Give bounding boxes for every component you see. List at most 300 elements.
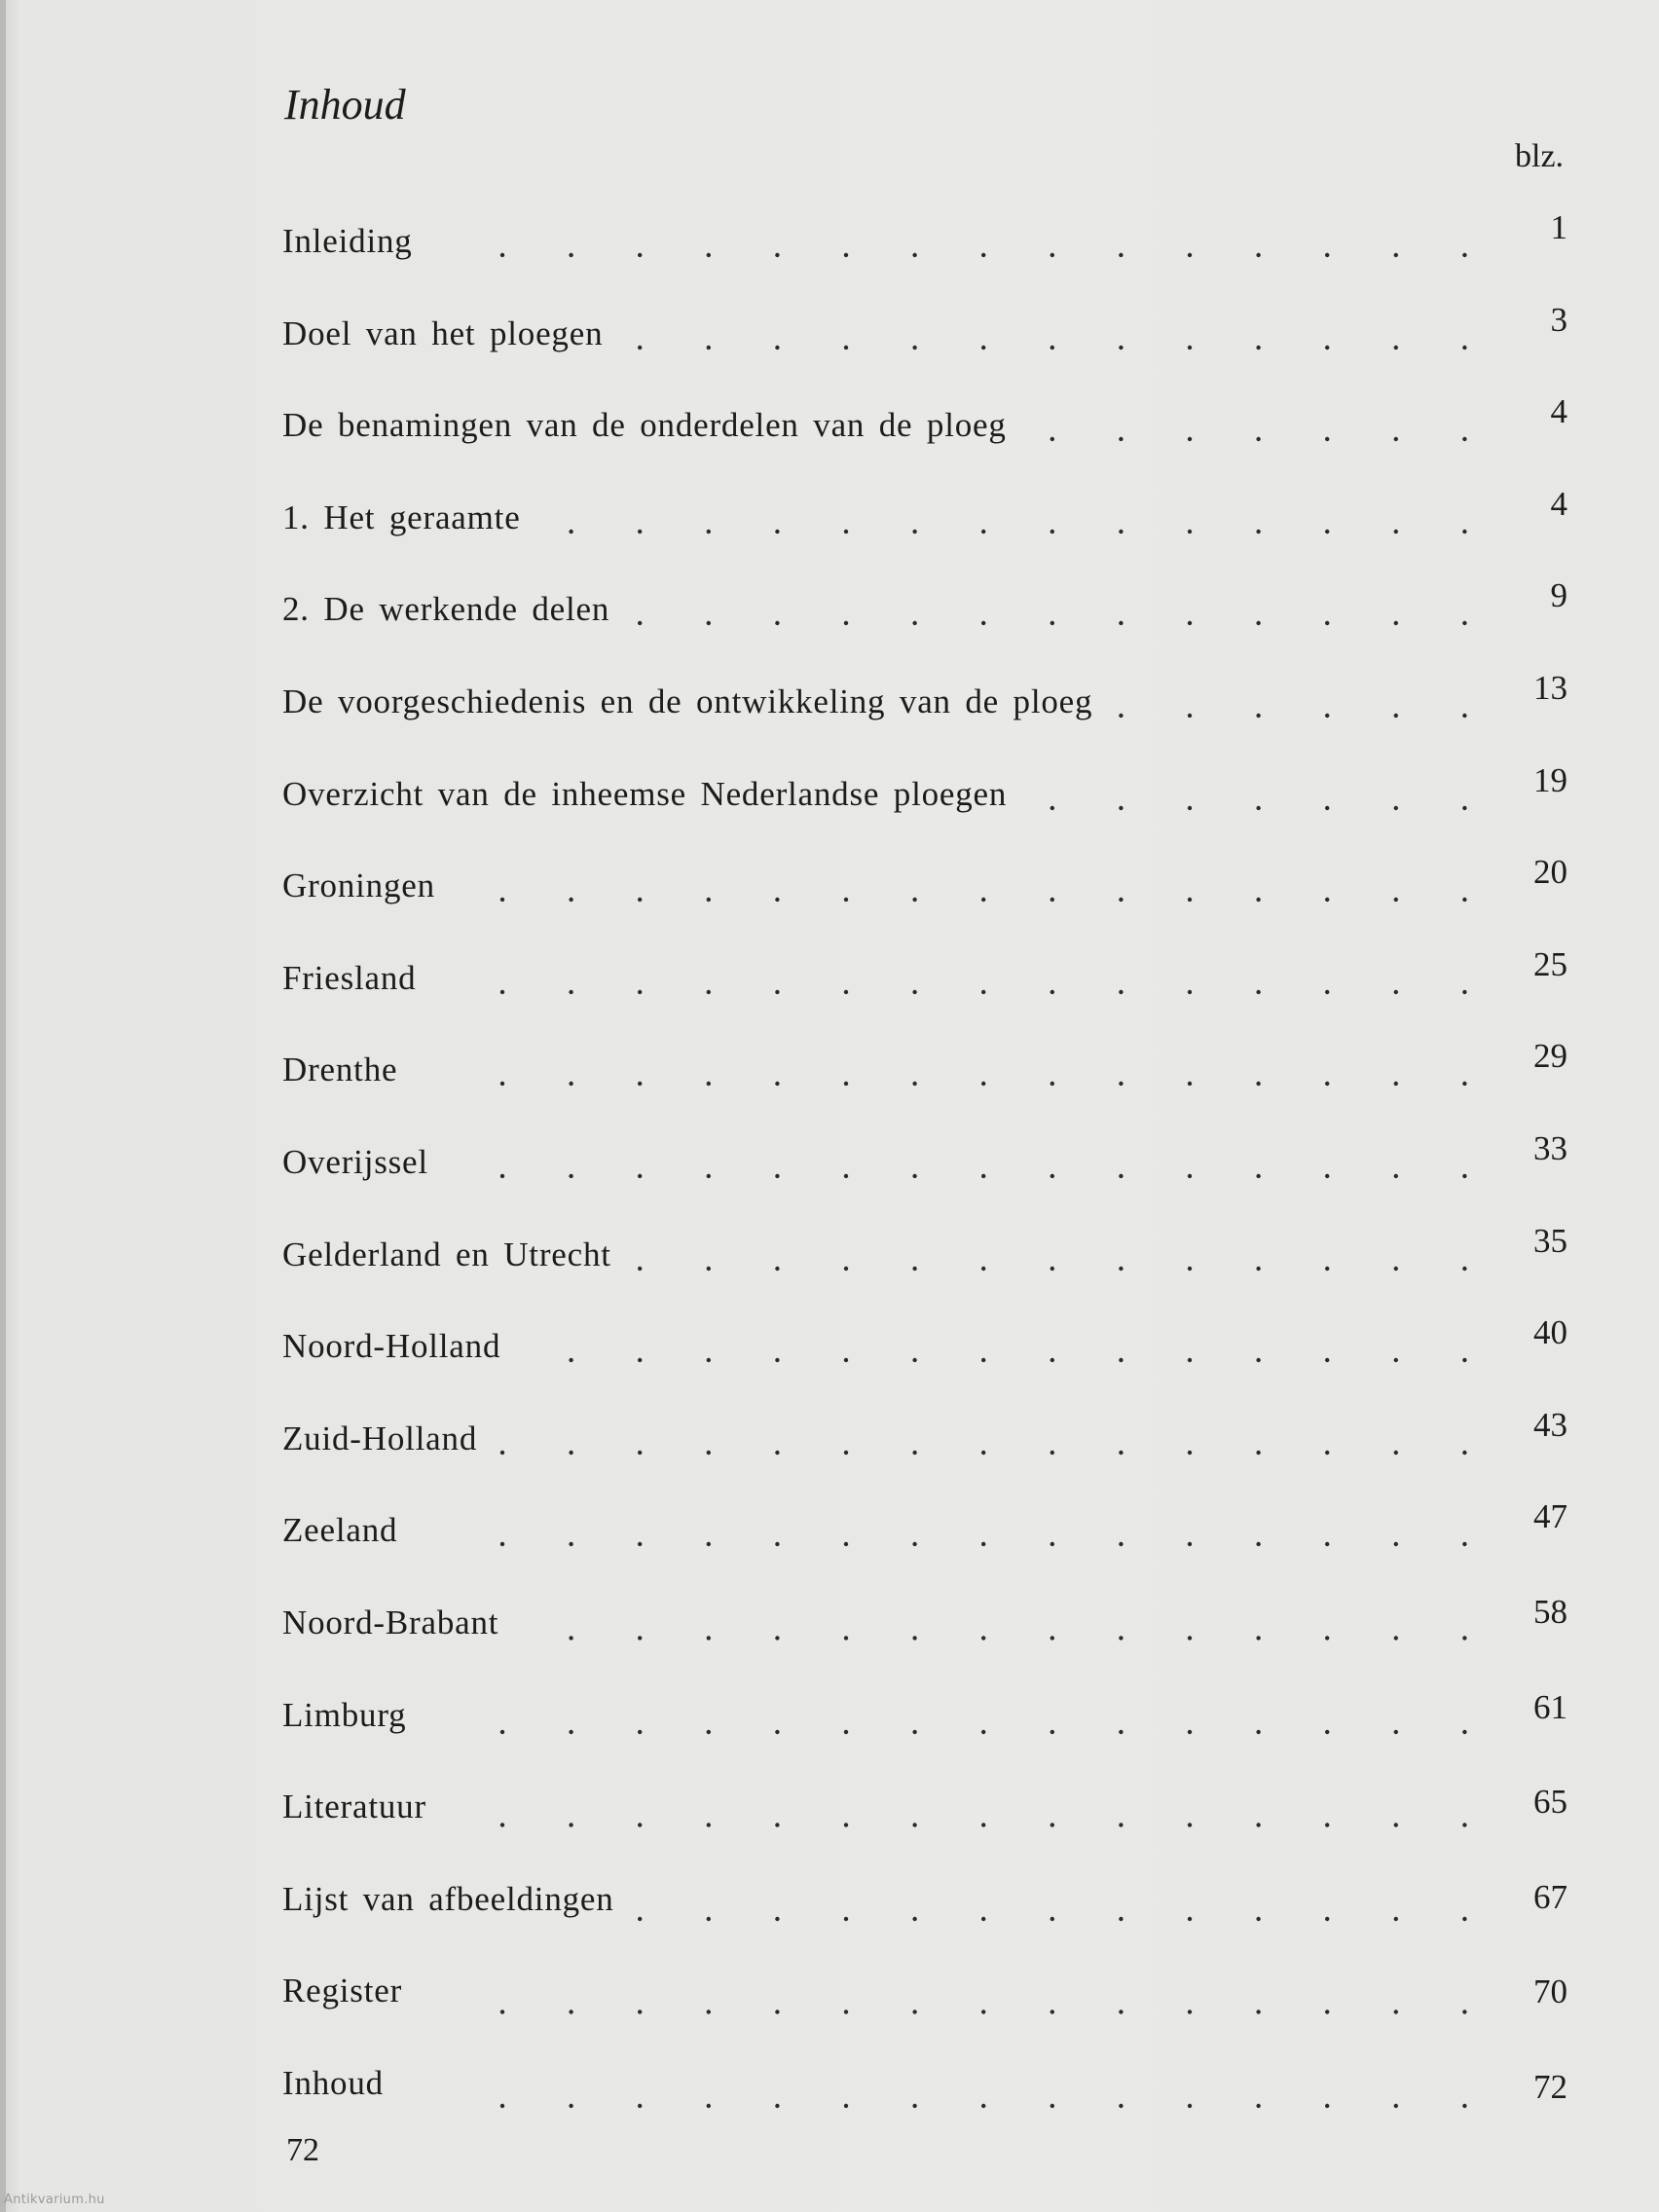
leader-dot [844, 898, 848, 902]
toc-entry [280, 760, 1567, 833]
toc-entry-title: De voorgeschiedenis en de ontwikkeling van de ploeg [282, 682, 1093, 720]
leader-dot [981, 345, 985, 349]
leader-dot [569, 1174, 572, 1178]
toc-entry-page-number: 33 [1533, 1129, 1567, 1167]
leader-dot [638, 2010, 642, 2014]
leader-dot [844, 1266, 848, 1270]
leader-dot [1256, 1266, 1260, 1270]
toc-entry-page-number: 58 [1533, 1593, 1567, 1631]
leader-dot [1051, 1729, 1054, 1733]
toc-entry [280, 1221, 1567, 1294]
leader-dot [500, 1082, 504, 1086]
leader-dot [707, 253, 711, 257]
leader-dot [1325, 345, 1329, 349]
leader-dot [1394, 621, 1398, 625]
leader-dot [775, 2010, 779, 2014]
leader-dot [1394, 805, 1398, 809]
leader-dot [1394, 1636, 1398, 1640]
page-number-folio: 72 [286, 2132, 319, 2168]
leader-dot [1394, 1823, 1398, 1826]
toc-entry [280, 1129, 1567, 1201]
toc-entry-page-number: 43 [1533, 1405, 1567, 1444]
leader-dot [638, 1451, 642, 1455]
leader-dot [707, 2104, 711, 2108]
leader-dot [707, 1729, 711, 1733]
toc-entry [280, 1593, 1567, 1662]
leader-dot [775, 253, 779, 257]
dot-leader [280, 1696, 1567, 1754]
leader-dot [981, 1358, 985, 1362]
toc-entry-title: Groningen [282, 866, 435, 905]
leader-dot [707, 1636, 711, 1640]
leader-dot [981, 2104, 985, 2108]
leader-dot [1256, 714, 1260, 718]
leader-dot [775, 1729, 779, 1733]
leader-dot [1325, 714, 1329, 718]
leader-dot [981, 1823, 985, 1826]
leader-dot [1256, 898, 1260, 902]
leader-dot [500, 898, 504, 902]
leader-dot [1051, 2104, 1054, 2108]
leader-dot [1119, 621, 1123, 625]
toc-entry [280, 944, 1567, 1017]
leader-dot [1462, 621, 1466, 625]
toc-entry-title: Lijst van afbeeldingen [282, 1879, 614, 1918]
toc-entry-title: 1. Het geraamte [282, 498, 521, 536]
leader-dot [1188, 530, 1192, 534]
leader-dot [1394, 1358, 1398, 1362]
leader-dot [844, 1174, 848, 1178]
dot-leader [280, 498, 1567, 557]
leader-dot [912, 2010, 916, 2014]
leader-dot [1051, 253, 1054, 257]
leader-dot [707, 990, 711, 994]
toc-entry-page-number: 3 [1550, 300, 1567, 339]
dot-leader [280, 1327, 1567, 1385]
leader-dot [707, 898, 711, 902]
leader-dot [1256, 1451, 1260, 1455]
toc-entry-page-number: 4 [1550, 392, 1567, 431]
dot-leader [280, 222, 1567, 280]
leader-dot [569, 1451, 572, 1455]
dot-leader [280, 866, 1567, 925]
leader-dot [912, 1729, 916, 1733]
leader-dot [1462, 2010, 1466, 2014]
toc-entry [280, 392, 1567, 464]
toc-entry [280, 2064, 1567, 2122]
leader-dot [1462, 345, 1466, 349]
toc-entry-title: Zuid-Holland [282, 1419, 478, 1457]
leader-dot [1188, 621, 1192, 625]
leader-dot [775, 2104, 779, 2108]
leader-dot [707, 1451, 711, 1455]
leader-dot [981, 621, 985, 625]
leader-dot [1394, 345, 1398, 349]
leader-dot [638, 1266, 642, 1270]
leader-dot [1119, 437, 1123, 441]
leader-dot [707, 1823, 711, 1826]
leader-dot [500, 990, 504, 994]
leader-dot [1462, 1917, 1466, 1921]
leader-dot [912, 2104, 916, 2108]
leader-dot [569, 898, 572, 902]
leader-dot [912, 345, 916, 349]
leader-dot [981, 898, 985, 902]
leader-dot [912, 1451, 916, 1455]
leader-dot [1325, 805, 1329, 809]
leader-dot [1188, 1917, 1192, 1921]
leader-dot [844, 990, 848, 994]
dot-leader [280, 1235, 1567, 1294]
toc-entry [280, 853, 1567, 925]
leader-dot [1325, 1174, 1329, 1178]
leader-dot [1119, 2010, 1123, 2014]
leader-dot [1462, 1174, 1466, 1178]
leader-dot [981, 990, 985, 994]
leader-dot [1256, 1823, 1260, 1826]
leader-dot [638, 2104, 642, 2108]
leader-dot [1119, 530, 1123, 534]
leader-dot [1051, 2010, 1054, 2014]
leader-dot [638, 530, 642, 534]
leader-dot [775, 1542, 779, 1546]
leader-dot [1325, 621, 1329, 625]
leader-dot [1325, 1542, 1329, 1546]
leader-dot [1256, 990, 1260, 994]
dot-leader [280, 1511, 1567, 1569]
toc-entry-page-number: 61 [1533, 1687, 1567, 1726]
leader-dot [844, 345, 848, 349]
leader-dot [1394, 1917, 1398, 1921]
leader-dot [775, 345, 779, 349]
leader-dot [1188, 1542, 1192, 1546]
leader-dot [1119, 898, 1123, 902]
toc-entry-page-number: 9 [1550, 576, 1567, 615]
toc-entry-page-number: 13 [1533, 669, 1567, 707]
leader-dot [1188, 1823, 1192, 1826]
leader-dot [1188, 1636, 1192, 1640]
leader-dot [1325, 1451, 1329, 1455]
leader-dot [1462, 253, 1466, 257]
leader-dot [1256, 1917, 1260, 1921]
toc-entry-page-number: 1 [1550, 208, 1567, 246]
toc-entry [280, 484, 1567, 557]
leader-dot [638, 898, 642, 902]
leader-dot [1394, 1451, 1398, 1455]
leader-dot [1462, 1451, 1466, 1455]
leader-dot [1325, 1823, 1329, 1826]
dot-leader [280, 314, 1567, 373]
toc-entry-title: Overzicht van de inheemse Nederlandse ploegen [282, 774, 1008, 813]
leader-dot [638, 1082, 642, 1086]
leader-dot [569, 1082, 572, 1086]
leader-dot [1119, 1082, 1123, 1086]
leader-dot [638, 1917, 642, 1921]
leader-dot [1256, 1358, 1260, 1362]
leader-dot [569, 990, 572, 994]
leader-dot [1462, 530, 1466, 534]
leader-dot [1188, 2010, 1192, 2014]
leader-dot [1256, 345, 1260, 349]
leader-dot [775, 1451, 779, 1455]
dot-leader [280, 1143, 1567, 1201]
leader-dot [981, 1451, 985, 1455]
toc-entry-page-number: 70 [1533, 1972, 1567, 2011]
leader-dot [500, 2010, 504, 2014]
toc-entry-title: Zeeland [282, 1511, 398, 1550]
leader-dot [707, 621, 711, 625]
leader-dot [1256, 1636, 1260, 1640]
dot-leader [280, 1604, 1567, 1662]
leader-dot [1188, 253, 1192, 257]
toc-entry-page-number: 25 [1533, 944, 1567, 983]
leader-dot [981, 530, 985, 534]
leader-dot [1462, 1823, 1466, 1826]
toc-entry-page-number: 20 [1533, 853, 1567, 892]
leader-dot [844, 1917, 848, 1921]
leader-dot [1051, 1542, 1054, 1546]
leader-dot [1325, 898, 1329, 902]
leader-dot [775, 1636, 779, 1640]
leader-dot [981, 1542, 985, 1546]
leader-dot [1188, 1729, 1192, 1733]
dot-leader [280, 682, 1567, 741]
leader-dot [1051, 437, 1054, 441]
dot-leader [280, 1419, 1567, 1478]
leader-dot [844, 1451, 848, 1455]
leader-dot [1188, 805, 1192, 809]
page-column-label: blz. [1515, 138, 1565, 174]
leader-dot [844, 2104, 848, 2108]
toc-entry-title: Drenthe [282, 1051, 398, 1089]
toc-entry [280, 1313, 1567, 1385]
leader-dot [1325, 1358, 1329, 1362]
leader-dot [1325, 2010, 1329, 2014]
leader-dot [1394, 1174, 1398, 1178]
leader-dot [1188, 1266, 1192, 1270]
leader-dot [1051, 1174, 1054, 1178]
leader-dot [1325, 530, 1329, 534]
leader-dot [1051, 805, 1054, 809]
leader-dot [912, 530, 916, 534]
leader-dot [981, 1082, 985, 1086]
leader-dot [775, 1823, 779, 1826]
leader-dot [1325, 1266, 1329, 1270]
leader-dot [844, 1729, 848, 1733]
toc-entry [280, 1687, 1567, 1754]
toc-entry [280, 1972, 1567, 2030]
dot-leader [280, 1877, 1567, 1938]
leader-dot [707, 1542, 711, 1546]
leader-dot [569, 1823, 572, 1826]
leader-dot [1119, 1636, 1123, 1640]
toc-entry-title: Noord-Brabant [282, 1604, 499, 1641]
leader-dot [638, 345, 642, 349]
toc-entry-title: Literatuur [282, 1788, 426, 1826]
leader-dot [1051, 1451, 1054, 1455]
leader-dot [638, 1542, 642, 1546]
leader-dot [707, 1917, 711, 1921]
leader-dot [912, 1823, 916, 1826]
toc-entry [280, 208, 1567, 280]
dot-leader [280, 1972, 1567, 2030]
toc-entry-title: Noord-Holland [282, 1327, 501, 1366]
leader-dot [569, 2010, 572, 2014]
leader-dot [1394, 1729, 1398, 1733]
leader-dot [844, 530, 848, 534]
toc-title: Inhoud [284, 81, 406, 129]
leader-dot [912, 1174, 916, 1178]
leader-dot [1394, 990, 1398, 994]
leader-dot [638, 1636, 642, 1640]
toc-entry-page-number: 29 [1533, 1037, 1567, 1076]
leader-dot [707, 1266, 711, 1270]
leader-dot [981, 1266, 985, 1270]
leader-dot [1394, 1082, 1398, 1086]
toc-entry-title: De benamingen van de onderdelen van de ploeg [282, 406, 1007, 445]
leader-dot [844, 1542, 848, 1546]
leader-dot [912, 253, 916, 257]
leader-dot [1462, 990, 1466, 994]
leader-dot [775, 990, 779, 994]
leader-dot [912, 898, 916, 902]
leader-dot [1394, 2104, 1398, 2108]
leader-dot [1325, 437, 1329, 441]
leader-dot [1119, 990, 1123, 994]
leader-dot [1325, 990, 1329, 994]
leader-dot [1119, 1358, 1123, 1362]
leader-dot [1325, 253, 1329, 257]
leader-dot [1119, 253, 1123, 257]
leader-dot [1462, 1636, 1466, 1640]
leader-dot [569, 2104, 572, 2108]
leader-dot [1119, 1451, 1123, 1455]
leader-dot [775, 1266, 779, 1270]
leader-dot [1462, 805, 1466, 809]
leader-dot [1051, 1266, 1054, 1270]
leader-dot [500, 1823, 504, 1826]
leader-dot [1051, 1636, 1054, 1640]
leader-dot [1394, 714, 1398, 718]
leader-dot [1188, 1358, 1192, 1362]
leader-dot [1394, 1266, 1398, 1270]
leader-dot [844, 621, 848, 625]
toc-entry [280, 1037, 1567, 1109]
leader-dot [1325, 2104, 1329, 2108]
dot-leader [280, 775, 1567, 833]
leader-dot [981, 2010, 985, 2014]
leader-dot [912, 1917, 916, 1921]
leader-dot [1325, 1917, 1329, 1921]
leader-dot [1119, 1266, 1123, 1270]
leader-dot [1256, 2104, 1260, 2108]
leader-dot [707, 1358, 711, 1362]
leader-dot [1051, 1082, 1054, 1086]
leader-dot [500, 253, 504, 257]
leader-dot [981, 1917, 985, 1921]
leader-dot [1256, 1082, 1260, 1086]
leader-dot [775, 530, 779, 534]
leader-dot [1462, 714, 1466, 718]
leader-dot [844, 253, 848, 257]
leader-dot [912, 1266, 916, 1270]
leader-dot [707, 1174, 711, 1178]
toc-entry-title: Limburg [282, 1695, 407, 1734]
leader-dot [1119, 1729, 1123, 1733]
toc-entry [280, 1783, 1567, 1846]
leader-dot [1119, 2104, 1123, 2108]
toc-entry-page-number: 19 [1533, 760, 1567, 799]
leader-dot [1119, 714, 1123, 718]
toc-entry-title: Inleiding [282, 222, 413, 260]
leader-dot [1188, 1174, 1192, 1178]
leader-dot [1394, 2010, 1398, 2014]
leader-dot [1188, 898, 1192, 902]
toc-entry-title: Doel van het ploegen [282, 313, 604, 352]
leader-dot [1119, 345, 1123, 349]
leader-dot [1051, 345, 1054, 349]
leader-dot [1256, 805, 1260, 809]
leader-dot [912, 621, 916, 625]
leader-dot [1462, 1358, 1466, 1362]
leader-dot [1119, 1174, 1123, 1178]
leader-dot [775, 1917, 779, 1921]
leader-dot [912, 1636, 916, 1640]
leader-dot [1119, 1917, 1123, 1921]
leader-dot [981, 253, 985, 257]
leader-dot [844, 1823, 848, 1826]
leader-dot [1256, 437, 1260, 441]
leader-dot [1051, 990, 1054, 994]
toc-entry-title: Gelderland en Utrecht [282, 1235, 611, 1273]
dot-leader [280, 1788, 1567, 1846]
leader-dot [1256, 621, 1260, 625]
leader-dot [1462, 898, 1466, 902]
leader-dot [1462, 1542, 1466, 1546]
leader-dot [1325, 1729, 1329, 1733]
leader-dot [844, 1082, 848, 1086]
toc-entry [280, 1497, 1567, 1569]
leader-dot [1051, 621, 1054, 625]
leader-dot [500, 1729, 504, 1733]
toc-entry-title: Overijssel [282, 1143, 428, 1181]
toc-entry [280, 669, 1567, 741]
leader-dot [1462, 1082, 1466, 1086]
leader-dot [569, 253, 572, 257]
toc-entry [280, 1405, 1567, 1478]
watermark: Antikvarium.hu [4, 2193, 105, 2207]
toc-entry-page-number: 4 [1550, 484, 1567, 523]
leader-dot [638, 990, 642, 994]
leader-dot [1325, 1636, 1329, 1640]
toc-entry-title: Register [282, 1972, 403, 2010]
leader-dot [1119, 805, 1123, 809]
leader-dot [1394, 437, 1398, 441]
leader-dot [912, 1082, 916, 1086]
leader-dot [638, 1729, 642, 1733]
leader-dot [1256, 253, 1260, 257]
leader-dot [1188, 345, 1192, 349]
toc-entry-page-number: 35 [1533, 1221, 1567, 1260]
leader-dot [981, 1729, 985, 1733]
leader-dot [500, 2104, 504, 2108]
leader-dot [569, 1358, 572, 1362]
leader-dot [844, 1636, 848, 1640]
leader-dot [1256, 1542, 1260, 1546]
toc-entry-page-number: 40 [1533, 1313, 1567, 1352]
leader-dot [638, 1823, 642, 1826]
leader-dot [1188, 1451, 1192, 1455]
